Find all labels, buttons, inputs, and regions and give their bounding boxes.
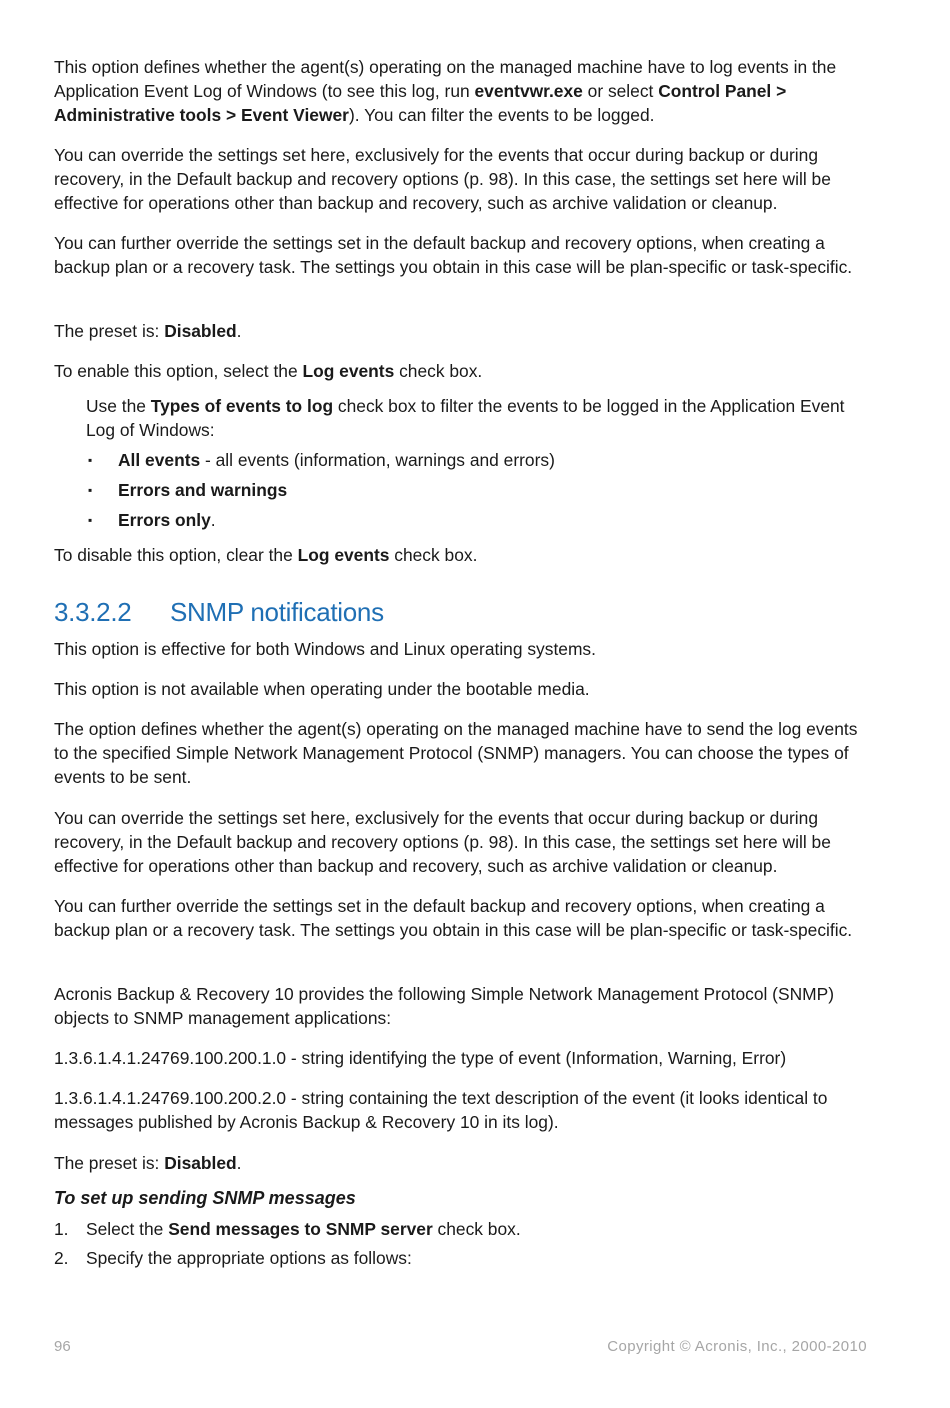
- list-item: Errors and warnings: [118, 480, 288, 500]
- copyright-notice: Copyright © Acronis, Inc., 2000-2010: [607, 1338, 867, 1355]
- intro-paragraph: This option defines whether the agent(s) operating on the managed machine have to log events in the Application Event Log of Windows (to see this log, run eventvwr.exe or select Control Panel > Administrative tools > Event Viewer). You can filter the events to be logged.: [54, 57, 837, 125]
- snmp-definition-paragraph: The option defines whether the agent(s) operating on the managed machine have to send the log events to the specified Simple Network Management Protocol (SNMP) managers. You can choose the types of events to be sent.: [54, 719, 858, 787]
- step-text: Select the Send messages to SNMP server check box.: [86, 1219, 521, 1239]
- types-paragraph: Use the Types of events to log check box to filter the events to be logged in the Application Event Log of Windows:: [86, 396, 845, 440]
- override-paragraph: You can override the settings set here, exclusively for the events that occur during backup or during recovery, in the Default backup and recovery options (p. 98). In this case, the settings set here will be effective for operations other than backup and recovery, such as archive validation or cleanup.: [54, 145, 831, 213]
- section-number: 3.3.2.2: [54, 597, 132, 627]
- enable-paragraph: To enable this option, select the Log events check box.: [54, 361, 483, 381]
- procedure-heading: To set up sending SNMP messages: [54, 1188, 356, 1208]
- snmp-oid-text-paragraph: 1.3.6.1.4.1.24769.100.200.2.0 - string containing the text description of the event (it looks identical to messages published by Acronis Backup & Recovery 10 in its log).: [54, 1088, 828, 1132]
- bullet-icon: ▪: [88, 453, 93, 467]
- bullet-icon: ▪: [88, 513, 93, 527]
- section-title: SNMP notifications: [170, 597, 384, 627]
- snmp-preset-paragraph: The preset is: Disabled.: [54, 1153, 242, 1173]
- page-number: 96: [54, 1338, 71, 1355]
- further-override-paragraph: You can further override the settings set in the default backup and recovery options, when creating a backup plan or a recovery task. The settings you obtain in this case will be plan-specific or task-specific.: [54, 233, 853, 277]
- disable-paragraph: To disable this option, clear the Log events check box.: [54, 545, 478, 565]
- snmp-bootable-paragraph: This option is not available when operating under the bootable media.: [54, 679, 590, 699]
- preset-paragraph: The preset is: Disabled.: [54, 321, 242, 341]
- snmp-override-paragraph: You can override the settings set here, exclusively for the events that occur during backup or during recovery, in the Default backup and recovery options (p. 98). In this case, the settings set here will be effective for operations other than backup and recovery, such as archive validation or cleanup.: [54, 808, 831, 876]
- bullet-icon: ▪: [88, 483, 93, 497]
- snmp-platform-paragraph: This option is effective for both Windows and Linux operating systems.: [54, 639, 596, 659]
- list-item: Errors only.: [118, 510, 216, 530]
- list-item: All events - all events (information, warnings and errors): [118, 450, 555, 470]
- step-text: Specify the appropriate options as follows:: [86, 1248, 412, 1268]
- snmp-further-override-paragraph: You can further override the settings set in the default backup and recovery options, when creating a backup plan or a recovery task. The settings you obtain in this case will be plan-specific or task-specific.: [54, 896, 853, 940]
- snmp-objects-paragraph: Acronis Backup & Recovery 10 provides the following Simple Network Management Protocol (SNMP) objects to SNMP management applications:: [54, 984, 835, 1028]
- step-number: 2.: [54, 1248, 69, 1268]
- section-heading: [54, 597, 384, 627]
- snmp-oid-type-paragraph: 1.3.6.1.4.1.24769.100.200.1.0 - string identifying the type of event (Information, Warning, Error): [54, 1048, 787, 1068]
- step-number: 1.: [54, 1219, 69, 1239]
